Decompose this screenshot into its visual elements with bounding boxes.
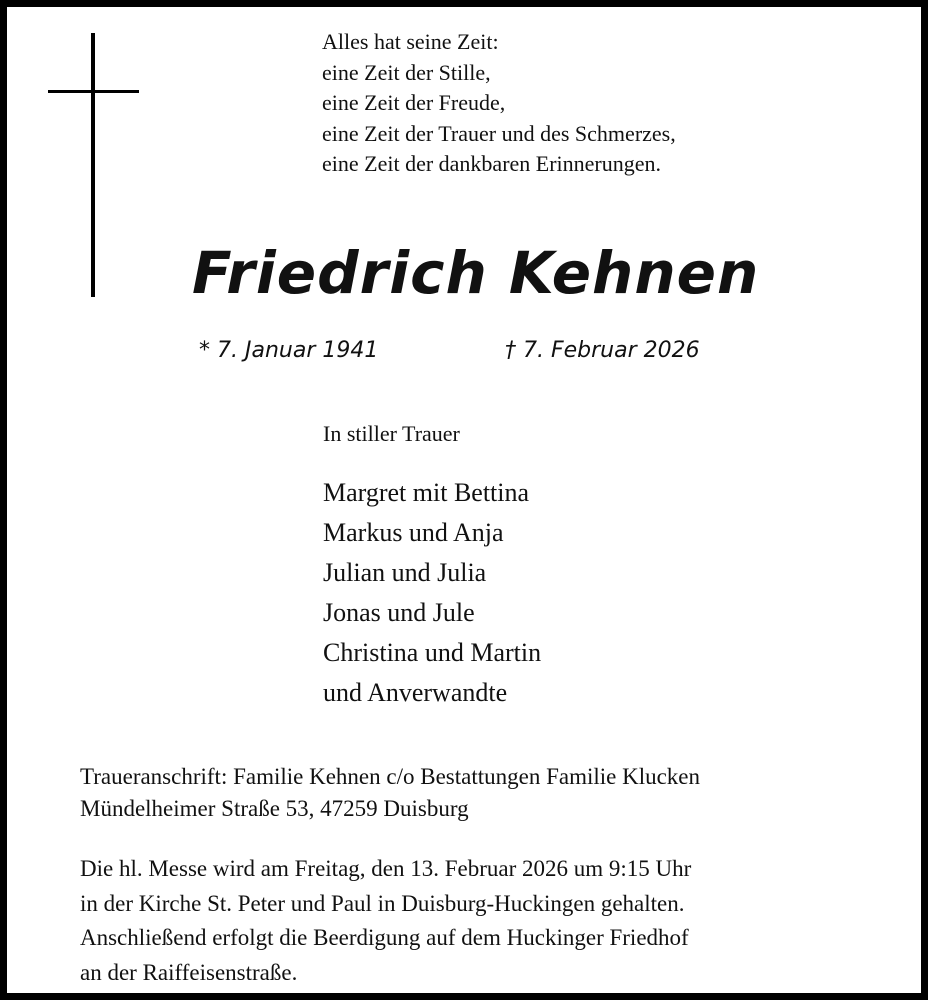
- mourner: Markus und Anja: [323, 518, 504, 547]
- mourner: Christina und Martin: [323, 638, 542, 667]
- verse-line: Alles hat seine Zeit:: [322, 29, 499, 54]
- mourners-list: [323, 473, 541, 713]
- cross-vertical-bar: [91, 33, 95, 297]
- cross-horizontal-bar: [48, 90, 139, 93]
- mourner: Jonas und Jule: [323, 598, 475, 627]
- deceased-name: Friedrich Kehnen: [192, 239, 760, 307]
- service-line: in der Kirche St. Peter und Paul in Duisburg-Huckingen gehalten.: [80, 890, 685, 916]
- service-line: Die hl. Messe wird am Freitag, den 13. Februar 2026 um 9:15 Uhr: [80, 856, 692, 881]
- verse-line: eine Zeit der dankbaren Erinnerungen.: [322, 151, 662, 176]
- verse-line: eine Zeit der Trauer und des Schmerzes,: [322, 120, 676, 146]
- address-line: Traueranschrift: Familie Kehnen c/o Bestattungen Familie Klucken: [80, 764, 701, 789]
- mourning-intro: In stiller Trauer: [323, 421, 460, 446]
- service-line: Anschließend erfolgt die Beerdigung auf dem Huckinger Friedhof: [80, 925, 689, 950]
- mourner: Julian und Julia: [323, 558, 487, 587]
- death-date: † 7. Februar 2026: [505, 338, 700, 363]
- obituary-notice: [7, 7, 921, 993]
- mourning-address: [80, 761, 700, 825]
- verse-line: eine Zeit der Stille,: [322, 59, 491, 85]
- birth-date: * 7. Januar 1941: [199, 338, 379, 363]
- service-info: [80, 852, 691, 990]
- service-line: an der Raiffeisenstraße.: [80, 959, 298, 985]
- mourner: Margret mit Bettina: [323, 478, 530, 507]
- address-line: Mündelheimer Straße 53, 47259 Duisburg: [80, 796, 469, 821]
- verse: [322, 27, 676, 180]
- mourner: und Anverwandte: [323, 678, 508, 707]
- verse-line: eine Zeit der Freude,: [322, 90, 506, 115]
